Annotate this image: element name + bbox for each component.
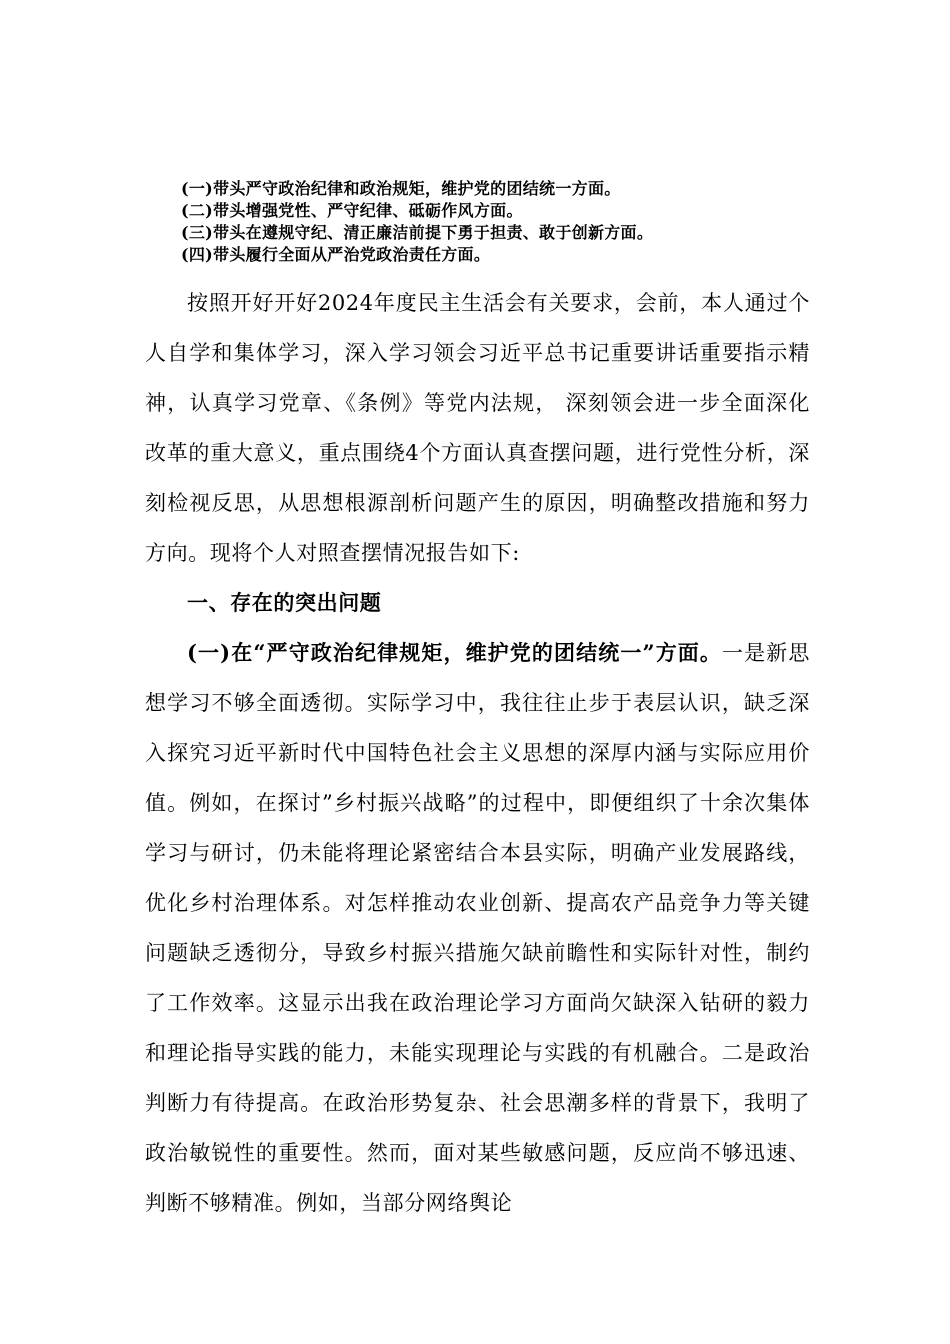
outline-item-3: (三)带头在遵规守纪、清正廉洁前提下勇于担责、敢于创新方面。 [181,223,654,242]
outline-item-1: (一)带头严守政治纪律和政治规矩，维护党的团结统一方面。 [181,179,621,198]
intro-paragraph: 按照开好开好2024年度民主生活会有关要求，会前，本人通过个人自学和集体学习，深入学习领会习近平总书记重要讲话重要指示精神，认真学习党章、《条例》等党内法规， 深刻领会进一步全面深化改革的重大意义，重点围绕4个方面认真查摆问题，进行党性分析，深刻检视反思，从思想根源剖析问题产生的原因，明确整改措施和努力方向。现将个人对照查摆情况报告如下: [145,291,810,565]
subsection-title: (一)在“严守政治纪律规矩，维护党的团结统一”方面。 [187,640,723,665]
section-heading: 一、存在的突出问题 [187,590,382,615]
outline-item-4: (四)带头履行全面从严治党政治责任方面。 [181,245,491,264]
subsection-paragraph [145,628,810,1228]
report-body [145,278,810,1228]
outline-list [181,178,821,266]
outline-item-2: (二)带头增强党性、严守纪律、砥砺作风方面。 [181,201,523,220]
subsection-text: 一是新思想学习不够全面透彻。实际学习中，我往往止步于表层认识，缺乏深入探究习近平新时代中国特色社会主义思想的深厚内涵与实际应用价值。例如，在探讨”乡村振兴战略”的过程中，即便组织了十余次集体学习与研讨，仍未能将理论紧密结合本县实际，明确产业发展路线，优化乡村治理体系。对怎样推动农业创新、提高农产品竞争力等关键问题缺乏透彻分，导致乡村振兴措施欠缺前瞻性和实际针对性，制约了工作效率。这显示出我在政治理论学习方面尚欠缺深入钻研的毅力和理论指导实践的能力，未能实现理论与实践的有机融合。二是政治判断力有待提高。在政治形势复杂、社会思潮多样的背景下，我明了政治敏锐性的重要性。然而，面对某些敏感问题，反应尚不够迅速、判断不够精准。例如，当部分网络舆论 [145,641,810,1215]
